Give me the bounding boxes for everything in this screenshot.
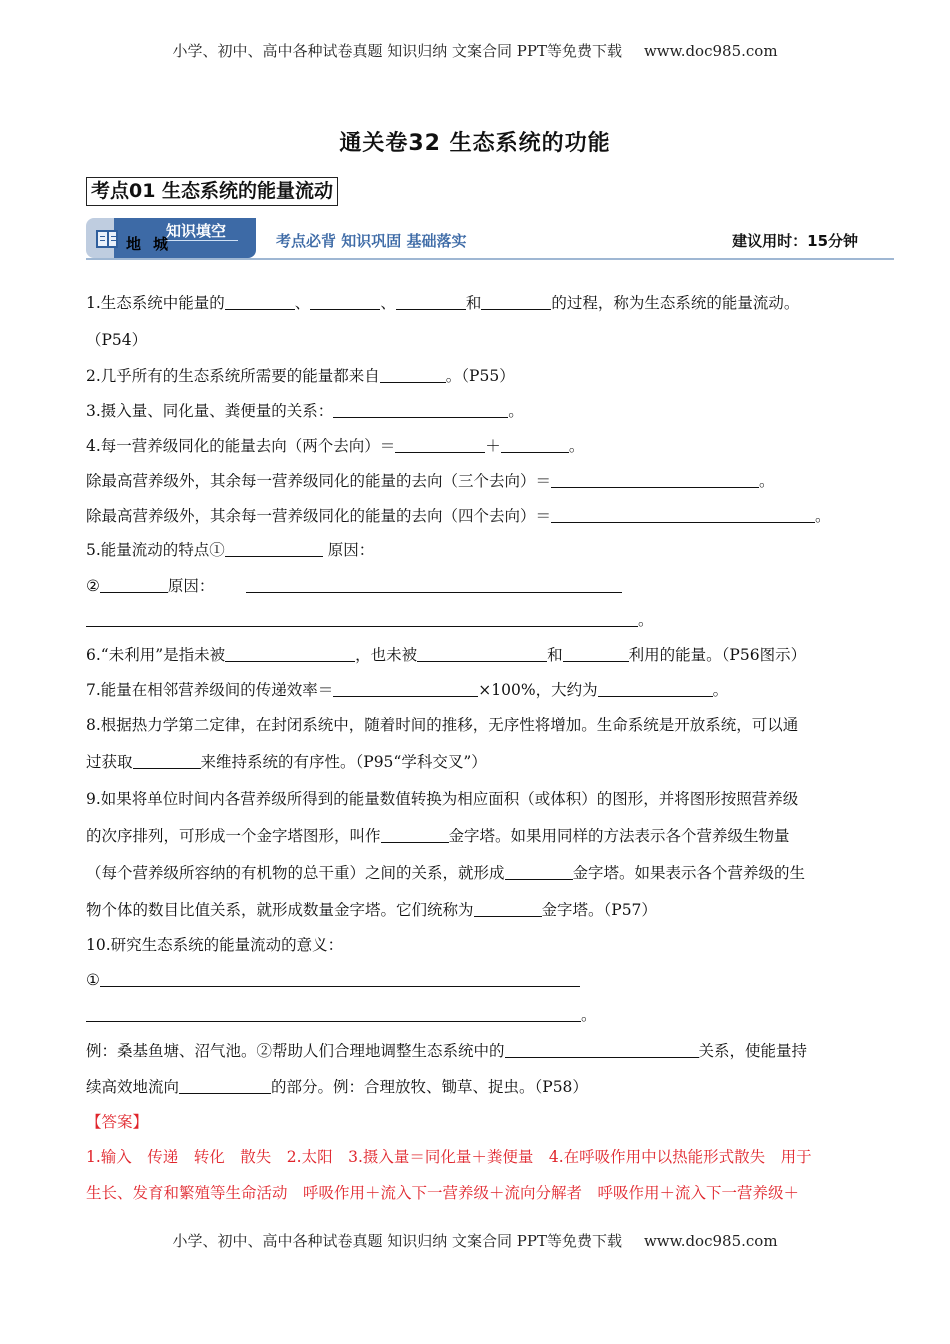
- question-7: 7.能量在相邻营养级间的传递效率＝ ×100%，大约为 。: [86, 681, 729, 699]
- blank[interactable]: [505, 864, 573, 880]
- question-9: 9.如果将单位时间内各营养级所得到的能量数值转换为相应面积（或体积）的图形，并将图形按照营养级: [86, 790, 799, 808]
- banner-rule: [86, 258, 894, 260]
- blank[interactable]: [563, 646, 629, 662]
- blank[interactable]: [474, 901, 542, 917]
- blank[interactable]: [333, 681, 478, 697]
- blank[interactable]: [551, 472, 759, 488]
- blank[interactable]: [396, 294, 466, 310]
- blank[interactable]: [380, 367, 446, 383]
- question-4-four: 除最高营养级外，其余每一营养级同化的能量的去向（四个去向）＝ 。: [86, 507, 831, 525]
- badge-label: 知识填空: [166, 222, 227, 240]
- badge-sub: 地城: [126, 235, 181, 253]
- blank[interactable]: [505, 1042, 699, 1058]
- question-5-reason: 。: [86, 610, 654, 630]
- knowledge-banner: [86, 218, 894, 262]
- blank[interactable]: [179, 1078, 271, 1094]
- blank[interactable]: [310, 294, 380, 310]
- answer-line-2: 生长、发育和繁殖等生命活动 呼吸作用＋流入下一营养级＋流向分解者 呼吸作用＋流入下一营养级＋: [86, 1184, 800, 1202]
- footer-url[interactable]: www.doc985.com: [643, 1232, 778, 1250]
- blank[interactable]: [481, 294, 551, 310]
- blank[interactable]: [86, 611, 638, 627]
- answer-heading: 【答案】: [86, 1113, 149, 1131]
- question-2: 2.几乎所有的生态系统所需要的能量都来自 。（P55）: [86, 367, 515, 385]
- blank[interactable]: [133, 753, 201, 769]
- suggested-time: 建议用时：15分钟: [732, 232, 858, 250]
- question-1: 1.生态系统中能量的 、 、 和 的过程，称为生态系统的能量流动。: [86, 294, 800, 312]
- blank[interactable]: [225, 646, 355, 662]
- question-10: 10.研究生态系统的能量流动的意义：: [86, 936, 344, 954]
- question-6: 6.“未利用”是指未被 ，也未被 和 利用的能量。（P56图示）: [86, 646, 807, 664]
- header-text: 小学、初中、高中各种试卷真题 知识归纳 文案合同 PPT等免费下载: [172, 42, 622, 60]
- answer-line-1: 1.输入 传递 转化 散失 2.太阳 3.摄入量＝同化量＋粪便量 4.在呼吸作用中以热能形式散失 用于: [86, 1148, 812, 1166]
- page-header: [0, 40, 950, 61]
- question-10-first: ①: [86, 970, 580, 990]
- blank[interactable]: [551, 507, 815, 523]
- question-1-ref: （P54）: [86, 331, 148, 349]
- blank[interactable]: [246, 577, 622, 593]
- header-url[interactable]: www.doc985.com: [643, 42, 778, 60]
- question-9-line2: 的次序排列，可形成一个金字塔图形，叫作 金字塔。如果用同样的方法表示各个营养级生物量: [86, 827, 790, 845]
- question-8: 8.根据热力学第二定律，在封闭系统中，随着时间的推移，无序性将增加。生命系统是开放系统，可以通: [86, 716, 799, 734]
- banner-slogan: 考点必背 知识巩固 基础落实: [276, 232, 467, 250]
- blank[interactable]: [86, 1006, 581, 1022]
- question-8-cont: 过获取 来维持系统的有序性。（P95“学科交叉”）: [86, 753, 487, 771]
- page-title: 通关卷32 生态系统的功能: [339, 131, 611, 156]
- question-9-line3: （每个营养级所容纳的有机物的总干重）之间的关系，就形成 金字塔。如果表示各个营养级的生: [86, 864, 806, 882]
- page-footer: [0, 1230, 950, 1251]
- blank[interactable]: [598, 681, 713, 697]
- question-10-first-cont: 。: [86, 1005, 597, 1025]
- blank[interactable]: [225, 541, 323, 557]
- blank[interactable]: [225, 294, 295, 310]
- question-4: 4.每一营养级同化的能量去向（两个去向）＝ ＋ 。: [86, 437, 585, 455]
- question-4-three: 除最高营养级外，其余每一营养级同化的能量的去向（三个去向）＝ 。: [86, 472, 775, 490]
- footer-text: 小学、初中、高中各种试卷真题 知识归纳 文案合同 PPT等免费下载: [172, 1232, 622, 1250]
- section-heading: 考点01 生态系统的能量流动: [86, 177, 338, 206]
- question-10-example: 例：桑基鱼塘、沼气池。②帮助人们合理地调整生态系统中的 关系，使能量持: [86, 1042, 808, 1060]
- blank[interactable]: [333, 402, 508, 418]
- book-icon: [96, 230, 118, 248]
- question-5: 5.能量流动的特点① 原因：: [86, 541, 375, 559]
- question-10-second: 续高效地流向 的部分。例：合理放牧、锄草、捉虫。（P58）: [86, 1078, 588, 1096]
- blank[interactable]: [100, 971, 580, 987]
- question-9-line4: 物个体的数目比值关系，就形成数量金字塔。它们统称为 金字塔。（P57）: [86, 901, 657, 919]
- question-3: 3.摄入量、同化量、粪便量的关系： 。: [86, 402, 524, 420]
- blank[interactable]: [100, 577, 168, 593]
- blank[interactable]: [381, 827, 449, 843]
- question-5-second: ② 原因：: [86, 576, 622, 596]
- blank[interactable]: [395, 437, 485, 453]
- blank[interactable]: [501, 437, 569, 453]
- blank[interactable]: [417, 646, 547, 662]
